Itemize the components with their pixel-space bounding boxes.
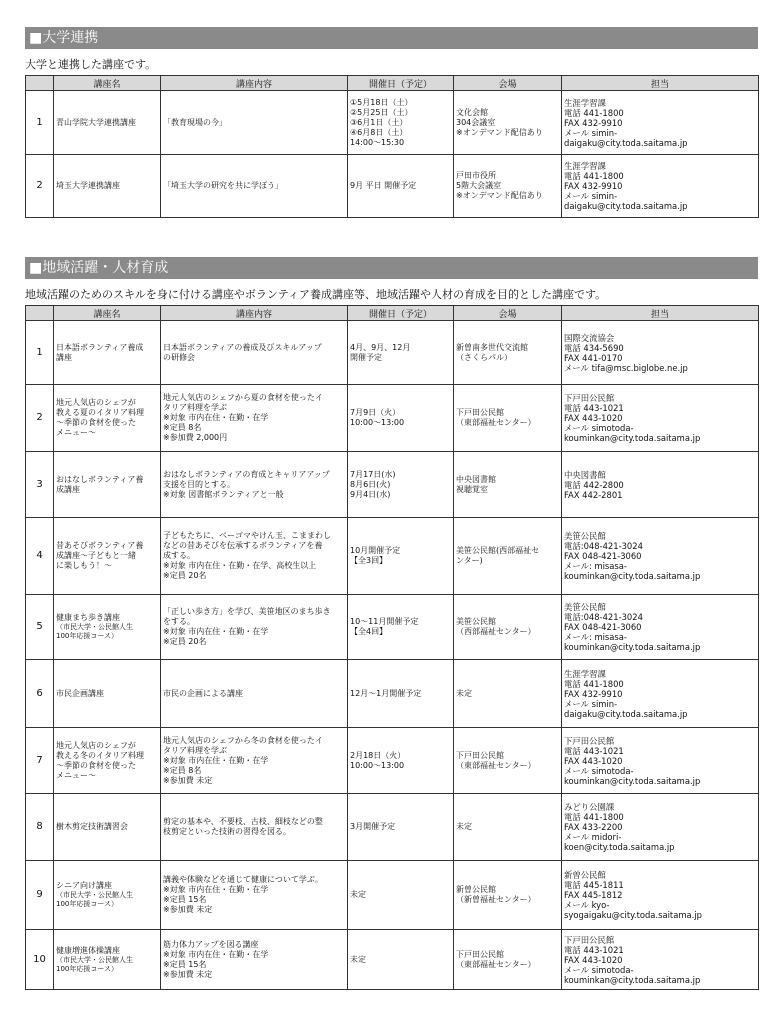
cell-line: 下戸田公民館 <box>564 393 615 403</box>
cell-line: 電話 443-1021 <box>564 944 624 955</box>
cell-line: 枝剪定といった技術の習得を図る。 <box>163 827 291 836</box>
cell-line: koen@city.toda.saitama.jp <box>564 842 675 852</box>
cell-line: 開催予定 <box>350 352 382 362</box>
cell-line: 電話 442-2800 <box>564 479 624 490</box>
cell-line: 中央図書館 <box>456 474 496 484</box>
course-venue <box>454 728 562 794</box>
cell-line: 地元人気店のシェフから夏の食材を使ったイ <box>163 393 323 402</box>
cell-line: タリア料理を学ぶ <box>163 745 227 755</box>
cell-line: 成する。 <box>163 551 195 560</box>
cell-line: 7月9日（火） <box>350 408 401 417</box>
cell-line: メール simotoda- <box>564 765 634 776</box>
cell-line: kouminkan@city.toda.saitama.jp <box>564 974 701 985</box>
cell-line: 未定 <box>350 890 366 899</box>
course-venue <box>454 930 562 990</box>
course-content <box>161 385 348 452</box>
cell-line: 2月18日（火） <box>350 750 406 760</box>
course-contact <box>562 794 759 861</box>
cell-line: 電話 441-1800 <box>564 107 624 118</box>
header-contact: 担当 <box>562 306 759 321</box>
cell-line: ※参加費 未定 <box>163 905 213 914</box>
cell-line: 美笹公民館 <box>564 602 606 612</box>
row-number: 1 <box>26 321 54 385</box>
cell-line: 8月6日(火) <box>350 479 391 489</box>
cell-line: 成講座～子どもと一緒 <box>56 551 136 560</box>
course-contact <box>562 385 759 452</box>
row-number: 7 <box>26 728 54 794</box>
cell-line: FAX 048-421-3060 <box>564 622 642 632</box>
header-date: 開催日（予定） <box>348 76 454 91</box>
row-number: 1 <box>26 91 54 155</box>
cell-line: 9月 平日 開催予定 <box>350 181 417 190</box>
cell-line: 教える夏のイタリア料理 <box>56 408 144 417</box>
table-row <box>26 930 759 990</box>
cell-line: ※対象 図書館ボランティアと一般 <box>163 489 284 499</box>
cell-line: 樹木剪定技術講習会 <box>56 822 128 831</box>
cell-line: 支援を目的とする。 <box>163 479 235 489</box>
cell-line: （東部福祉センター） <box>456 418 536 427</box>
cell-line: 電話 441-1800 <box>564 171 624 181</box>
cell-line: 地元人気店のシェフが <box>56 740 136 750</box>
header-date: 開催日（予定） <box>348 306 454 321</box>
table-row <box>26 91 759 155</box>
course-contact <box>562 91 759 155</box>
table-row <box>26 595 759 660</box>
cell-line: （市民大学・公民館人生 <box>56 891 133 899</box>
course-content <box>161 794 348 861</box>
header-course-content: 講座内容 <box>161 306 348 321</box>
cell-line: 100年応援コース） <box>56 632 119 640</box>
cell-line: 3月開催予定 <box>350 822 396 831</box>
course-date <box>348 861 454 930</box>
course-venue <box>454 321 562 385</box>
cell-line: ンター) <box>456 556 483 565</box>
course-date <box>348 660 454 728</box>
header-venue: 会場 <box>454 76 562 91</box>
cell-line: ※定員 8名 <box>163 423 202 432</box>
cell-line: ※オンデマンド配信あり <box>456 127 543 137</box>
cell-line: シニア向け講座 <box>56 881 112 890</box>
cell-line: 「正しい歩き方」を学び、美笹地区のまち歩き <box>163 607 331 616</box>
cell-line: 剪定の基本や、不要枝、古枝、細枝などの整 <box>163 817 323 826</box>
cell-line: 美笹公民館 <box>564 531 606 541</box>
course-name <box>54 452 161 518</box>
cell-line: 生涯学習課 <box>564 668 606 679</box>
table-row <box>26 660 759 728</box>
cell-line: メール tifa@msc.biglobe.ne.jp <box>564 362 688 373</box>
course-name <box>54 728 161 794</box>
cell-line: タリア料理を学ぶ <box>163 403 227 412</box>
header-course-name: 講座名 <box>54 76 161 91</box>
cell-line: daigaku@city.toda.saitama.jp <box>564 708 688 719</box>
cell-line: 埼玉大学連携講座 <box>56 181 120 190</box>
cell-line: 生涯学習課 <box>564 97 606 108</box>
community-courses-table <box>25 305 759 990</box>
cell-line: 12月～1月開催予定 <box>350 688 422 698</box>
course-contact <box>562 452 759 518</box>
course-date <box>348 930 454 990</box>
table-row <box>26 728 759 794</box>
section-description-community: 地域活躍のためのスキルを身に付ける講座やボランティア養成講座等、地域活躍や人材の育成を目的とした講座です。 <box>25 288 607 301</box>
table-row <box>26 385 759 452</box>
cell-line: ※定員 15名 <box>163 895 207 904</box>
course-contact <box>562 728 759 794</box>
cell-line: 市民企画講座 <box>56 688 104 698</box>
cell-line: ※定員 20名 <box>163 637 207 646</box>
cell-line: 4月、9月、12月 <box>350 342 411 352</box>
course-content <box>161 728 348 794</box>
row-number: 5 <box>26 595 54 660</box>
cell-line: 電話 441-1800 <box>564 812 624 822</box>
cell-line: 筋力体力アップを図る講座 <box>163 939 259 949</box>
cell-line: 健康増進体操講座 <box>56 945 120 955</box>
cell-line: 中央図書館 <box>564 469 606 480</box>
cell-line: ③6月1日（土） <box>350 117 408 127</box>
cell-line: 【全4回】 <box>350 627 388 636</box>
course-venue <box>454 155 562 218</box>
cell-line: おはなしボランティア養 <box>56 474 144 484</box>
cell-line: 100年応援コース） <box>56 900 119 908</box>
cell-line: に楽しもう！～ <box>56 561 112 570</box>
cell-line: ※定員 20名 <box>163 571 207 580</box>
cell-line: （東部福祉センター） <box>456 760 536 770</box>
cell-line: 日本語ボランティア養成 <box>56 342 144 352</box>
cell-line: メール: misasa- <box>564 632 627 642</box>
course-venue <box>454 518 562 595</box>
cell-line: 地元人気店のシェフが <box>56 398 136 407</box>
course-name <box>54 861 161 930</box>
cell-line: FAX 048-421-3060 <box>564 551 642 561</box>
course-contact <box>562 321 759 385</box>
cell-line: 下戸田公民館 <box>564 934 615 945</box>
cell-line: 国際交流協会 <box>564 332 615 343</box>
course-content <box>161 155 348 218</box>
course-contact <box>562 155 759 218</box>
cell-line: 7月17日(水) <box>350 469 396 479</box>
row-number: 10 <box>26 930 54 990</box>
cell-line: FAX 441-0170 <box>564 352 623 363</box>
cell-line: ④6月8日（土） <box>350 127 408 137</box>
cell-line: 新曽公民館 <box>564 870 606 880</box>
cell-line: メニュー～ <box>56 770 96 780</box>
cell-line: FAX 432-9910 <box>564 181 623 191</box>
header-course-name: 講座名 <box>54 306 161 321</box>
cell-line: 下戸田公民館 <box>456 949 504 959</box>
cell-line: 「教育現場の今」 <box>163 117 227 127</box>
course-content <box>161 930 348 990</box>
cell-line: 成講座 <box>56 484 80 494</box>
cell-line: ※参加費 2,000円 <box>163 433 228 442</box>
cell-line: kouminkan@city.toda.saitama.jp <box>564 775 701 786</box>
course-contact <box>562 660 759 728</box>
cell-line: daigaku@city.toda.saitama.jp <box>564 137 688 148</box>
cell-line: 市民の企画による講座 <box>163 688 243 698</box>
cell-line: 日本語ボランティアの養成及びスキルアップ <box>163 342 322 352</box>
course-content <box>161 595 348 660</box>
cell-line: メール simin- <box>564 191 618 201</box>
course-date <box>348 595 454 660</box>
cell-line: 100年応援コース） <box>56 964 119 973</box>
table-row <box>26 155 759 218</box>
table-header-row <box>26 76 759 91</box>
cell-line: ※対象 市内在住・在勤・在学 <box>163 627 269 636</box>
course-name <box>54 595 161 660</box>
cell-line: （西部福祉センター） <box>456 627 536 636</box>
table-row <box>26 861 759 930</box>
course-date <box>348 385 454 452</box>
cell-line: ※定員 15名 <box>163 959 207 969</box>
row-number: 2 <box>26 155 54 218</box>
cell-line: 健康まち歩き講座 <box>56 613 120 622</box>
course-date <box>348 794 454 861</box>
cell-line: 【全3回】 <box>350 556 388 565</box>
cell-line: 教える冬のイタリア料理 <box>56 750 144 760</box>
cell-line: 講座 <box>56 352 72 362</box>
row-number: 8 <box>26 794 54 861</box>
cell-line: メニュー～ <box>56 428 96 437</box>
course-name <box>54 794 161 861</box>
cell-line: ②5月25日（土） <box>350 107 413 117</box>
row-number: 3 <box>26 452 54 518</box>
course-content <box>161 452 348 518</box>
cell-line: 子どもたちに、ベーゴマやけん玉、こままわし <box>163 531 331 540</box>
course-contact <box>562 595 759 660</box>
course-date <box>348 728 454 794</box>
course-name <box>54 660 161 728</box>
course-venue <box>454 595 562 660</box>
header-venue: 会場 <box>454 306 562 321</box>
header-number <box>26 76 54 91</box>
cell-line: （市民大学・公民館人生 <box>56 623 133 631</box>
cell-line: syogaigaku@city.toda.saitama.jp <box>564 910 702 920</box>
cell-line: （さくらパル） <box>456 352 512 362</box>
cell-line: 10:00～13:00 <box>350 760 405 770</box>
cell-line: 「埼玉大学の研究を共に学ぼう」 <box>163 181 283 190</box>
course-venue <box>454 660 562 728</box>
course-name <box>54 321 161 385</box>
cell-line: ～季節の食材を使った <box>56 418 136 427</box>
cell-line: メール: misasa- <box>564 561 627 571</box>
cell-line: などの昔あそびを伝承するボランティアを養 <box>163 541 323 550</box>
cell-line: FAX 443-1020 <box>564 954 623 965</box>
cell-line: 美笹公民館 <box>456 617 496 626</box>
cell-line: ※対象 市内在住・在勤・在学 <box>163 413 269 422</box>
cell-line: FAX 432-9910 <box>564 117 623 128</box>
cell-line: ※対象 市内在住・在勤・在学、高校生以上 <box>163 561 317 570</box>
course-date <box>348 91 454 155</box>
course-name <box>54 385 161 452</box>
course-content <box>161 518 348 595</box>
cell-line: 文化会館 <box>456 107 488 117</box>
section-title-community: ■地域活躍・人材育成 <box>25 257 758 279</box>
cell-line: 戸田市役所 <box>456 171 496 180</box>
table-row <box>26 321 759 385</box>
row-number: 6 <box>26 660 54 728</box>
cell-line: 304会議室 <box>456 117 496 127</box>
cell-line: FAX 432-9910 <box>564 688 623 699</box>
cell-line: 電話 443-1021 <box>564 745 624 756</box>
header-contact: 担当 <box>562 76 759 91</box>
cell-line: ※参加費 未定 <box>163 969 213 979</box>
table-row <box>26 794 759 861</box>
course-content <box>161 91 348 155</box>
cell-line: ※参加費 未定 <box>163 775 213 785</box>
cell-line: FAX 445-1812 <box>564 890 623 900</box>
cell-line: 14:00～15:30 <box>350 137 405 147</box>
cell-line: FAX 443-1020 <box>564 755 623 766</box>
cell-line: （東部福祉センター） <box>456 959 536 969</box>
course-venue <box>454 91 562 155</box>
cell-line: 未定 <box>456 688 472 698</box>
cell-line: ※定員 8名 <box>163 765 202 775</box>
table-header-row <box>26 306 759 321</box>
course-content <box>161 660 348 728</box>
table-row <box>26 452 759 518</box>
course-contact <box>562 930 759 990</box>
header-number <box>26 306 54 321</box>
course-name <box>54 518 161 595</box>
cell-line: 電話:048-421-3024 <box>564 612 643 622</box>
cell-line: メール simin- <box>564 698 618 709</box>
cell-line: kouminkan@city.toda.saitama.jp <box>564 571 701 581</box>
cell-line: 美笹公民館(西部福祉セ <box>456 546 540 555</box>
cell-line: の研修会 <box>163 352 195 362</box>
cell-line: をする。 <box>163 617 195 626</box>
cell-line: 下戸田公民館 <box>564 735 615 746</box>
cell-line: 電話:048-421-3024 <box>564 541 643 551</box>
course-contact <box>562 861 759 930</box>
cell-line: 視聴覚室 <box>456 484 488 494</box>
course-venue <box>454 794 562 861</box>
cell-line: FAX 443-1020 <box>564 413 623 423</box>
cell-line: 青山学院大学連携講座 <box>56 117 136 127</box>
cell-line: kouminkan@city.toda.saitama.jp <box>564 433 701 443</box>
course-date <box>348 155 454 218</box>
cell-line: 新曽公民館 <box>456 885 496 894</box>
table-row <box>26 518 759 595</box>
cell-line: ※対象 市内在住・在勤・在学 <box>163 885 269 894</box>
cell-line: メール simotoda- <box>564 964 634 975</box>
section-description-university: 大学と連携した講座です。 <box>25 58 157 71</box>
cell-line: みどり公園課 <box>564 802 615 812</box>
cell-line: 10月開催予定 <box>350 546 401 555</box>
university-courses-table <box>25 75 759 218</box>
course-date <box>348 452 454 518</box>
course-date <box>348 518 454 595</box>
course-name <box>54 91 161 155</box>
course-content <box>161 861 348 930</box>
cell-line: 講義や体験などを通じて健康について学ぶ。 <box>163 875 323 884</box>
cell-line: 10～11月開催予定 <box>350 617 419 626</box>
cell-line: メール simin- <box>564 127 618 138</box>
cell-line: 生涯学習課 <box>564 161 606 171</box>
cell-line: 電話 441-1800 <box>564 678 624 689</box>
cell-line: おはなしボランティアの育成とキャリアアップ <box>163 469 330 479</box>
cell-line: 電話 445-1811 <box>564 880 624 890</box>
row-number: 2 <box>26 385 54 452</box>
cell-line: （新曽福祉センター） <box>456 895 536 904</box>
course-venue <box>454 385 562 452</box>
cell-line: 電話 443-1021 <box>564 403 624 413</box>
course-name <box>54 155 161 218</box>
section-title-university: ■大学連携 <box>25 27 758 49</box>
course-content <box>161 321 348 385</box>
cell-line: 下戸田公民館 <box>456 750 504 760</box>
course-name <box>54 930 161 990</box>
cell-line: （市民大学・公民館人生 <box>56 955 133 964</box>
cell-line: ※対象 市内在住・在勤・在学 <box>163 949 269 959</box>
cell-line: daigaku@city.toda.saitama.jp <box>564 201 688 211</box>
cell-line: ～季節の食材を使った <box>56 760 136 770</box>
cell-line: ①5月18日（土） <box>350 97 413 107</box>
cell-line: メール simotoda- <box>564 423 634 433</box>
cell-line: ※オンデマンド配信あり <box>456 191 543 200</box>
header-course-content: 講座内容 <box>161 76 348 91</box>
row-number: 4 <box>26 518 54 595</box>
course-venue <box>454 452 562 518</box>
cell-line: 下戸田公民館 <box>456 408 504 417</box>
course-venue <box>454 861 562 930</box>
cell-line: FAX 433-2200 <box>564 822 623 832</box>
cell-line: 10:00～13:00 <box>350 418 405 427</box>
course-date <box>348 321 454 385</box>
cell-line: 地元人気店のシェフから冬の食材を使ったイ <box>163 735 323 745</box>
cell-line: 9月4日(水) <box>350 489 391 499</box>
row-number: 9 <box>26 861 54 930</box>
cell-line: メール kyo- <box>564 900 610 910</box>
cell-line: 未定 <box>350 954 366 964</box>
cell-line: 電話 434-5690 <box>564 342 624 353</box>
course-contact <box>562 518 759 595</box>
cell-line: kouminkan@city.toda.saitama.jp <box>564 642 701 652</box>
cell-line: 昔あそびボランティア養 <box>56 541 144 550</box>
cell-line: FAX 442-2801 <box>564 489 623 500</box>
cell-line: ※対象 市内在住・在勤・在学 <box>163 755 269 765</box>
cell-line: 新曽南多世代交流館 <box>456 342 528 352</box>
cell-line: 未定 <box>456 822 472 831</box>
cell-line: 5階大会議室 <box>456 181 502 190</box>
cell-line: メール midori- <box>564 832 622 842</box>
